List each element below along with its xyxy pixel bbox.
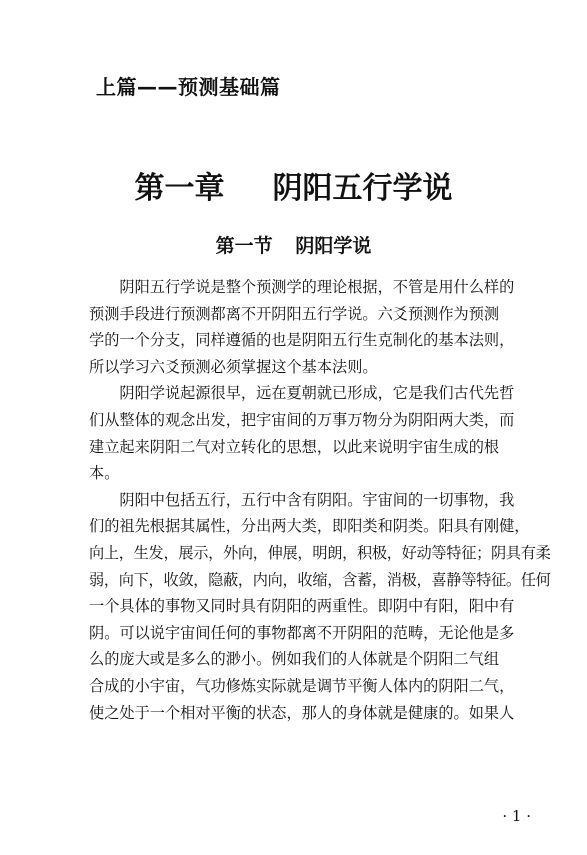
paragraph [89,487,551,726]
text-line: 们从整体的观念出发，把宇宙间的万事万物分为阴阳两大类，而 [89,410,515,429]
text-line: 阴阳五行学说是整个预测学的理论根据，不管是用什么样的 [119,278,515,296]
text-line: 弱，向下，收敛，隐蔽，内向，收缩，含蓄，消极，喜静等特征。任何 [89,570,551,589]
part-title: 上篇——预测基础篇 [96,75,281,99]
body-text [89,274,551,726]
chapter-name: 阴阳五行学说 [272,171,453,206]
text-line: 们的祖先根据其属性，分出两大类，即阳类和阴类。阳具有刚健， [89,517,530,536]
chapter-title [0,163,587,207]
text-line: 所以学习六爻预测必须掌握这个基本法则。 [89,357,378,376]
text-line: 阴阳学说起源很早，远在夏朝就已形成，它是我们古代先哲 [119,384,515,403]
paragraph [89,380,551,486]
text-line: 一个具体的事物又同时具有阴阳的两重性。即阴中有阳，阳中有 [89,597,515,616]
text-line: 么的庞大或是多么的渺小。例如我们的人体就是个阴阳二气组 [89,650,500,669]
paragraph [89,274,551,380]
text-line: 合成的小宇宙，气功修炼实际就是调节平衡人体内的阴阳二气， [89,676,515,695]
text-line: 使之处于一个相对平衡的状态，那人的身体就是健康的。如果人 [89,703,515,722]
text-line: 向上，生发，展示，外向，伸展，明朗，积极，好动等特征；阴具有柔 [89,543,551,562]
text-line: 学的一个分支，同样遵循的也是阴阳五行生克制化的基本法则， [89,331,515,350]
text-line: 本。 [89,464,120,483]
section-number: 第一节 [215,235,273,257]
page-number: · 1 · [502,807,531,825]
text-line: 阴阳中包括五行，五行中含有阴阳。宇宙间的一切事物，我 [119,490,515,509]
section-title [0,231,587,258]
section-name: 阴阳学说 [295,235,372,257]
text-line: 建立起来阴阳二气对立转化的思想，以此来说明宇宙生成的根 [89,437,500,456]
chapter-number: 第一章 [134,171,225,206]
text-line: 阴。可以说宇宙间任何的事物都离不开阴阳的范畴，无论他是多 [89,623,515,642]
text-line: 预测手段进行预测都离不开阴阳五行学说。六爻预测作为预测 [89,304,500,323]
